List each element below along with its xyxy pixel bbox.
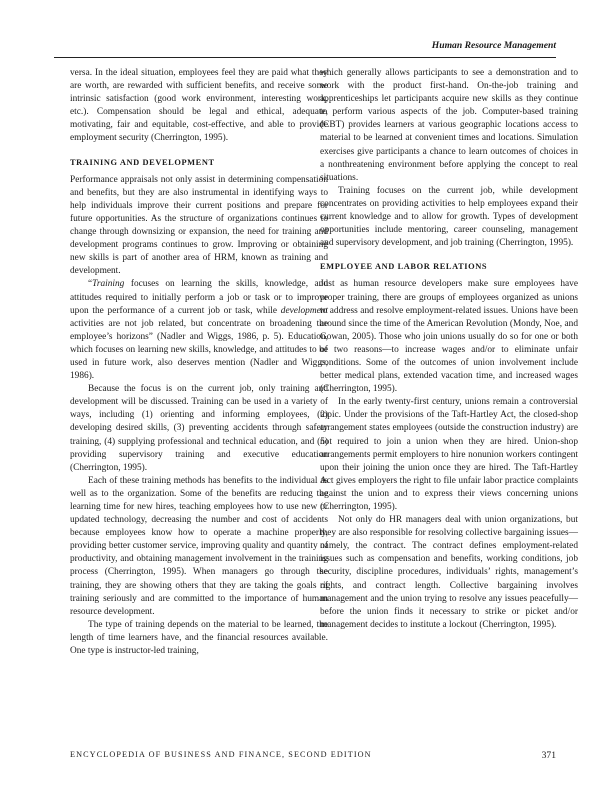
paragraph: The type of training depends on the material to be learned, the length of time learners have, and the financial resources available. One type is instructor-led training, — [70, 619, 328, 657]
left-column — [70, 67, 328, 658]
paragraph: Training focuses on the current job, while development concentrates on providing activities to help employees expand their current knowledge and to allow for growth. Types of development opportunities include mentoring, career counseling, management and supervisory development, and job training (Cherrington, 1995). — [320, 185, 578, 249]
right-column — [320, 67, 578, 632]
section-heading-labor: EMPLOYEE AND LABOR RELATIONS — [320, 262, 488, 272]
publication-title: ENCYCLOPEDIA OF BUSINESS AND FINANCE, SECOND EDITION — [70, 750, 372, 759]
paragraph: Because the focus is on the current job, only training and development will be discussed. Training can be used in a variety of ways, including (1) orienting and informing employees, (2) developing desired skills, (3) preventing accidents through safety training, (4) supplying professional and technical education, and (5) providing supervisory training and executive education (Cherrington, 1995). — [70, 384, 328, 473]
paragraph: Not only do HR managers deal with union organizations, but they are also responsible for resolving collective bargaining issues—namely, the contract. The contract defines employment-related issues such as compensation and benefits, working conditions, job security, discipline procedures, individuals’ rights, management’s rights, and contract length. Collective bargaining involves management and the union trying to resolve any issues peacefully—before the union finds it necessary to strike or picket and/or management decides to institute a lockout (Cherrington, 1995). — [320, 515, 578, 630]
running-head: Human Resource Management — [431, 40, 556, 51]
page-footer — [70, 750, 556, 759]
header-rule — [54, 57, 556, 58]
text-run: focuses on learning the skills, knowledge, and attitudes required to initially perform a job or task or to improve upon the performance of a current job or task, while — [70, 279, 328, 316]
page-number: 371 — [541, 750, 556, 761]
paragraph: Performance appraisals not only assist in determining compensation and benefits, but they are also instrumental in identifying ways to help individuals improve their current positions and prepare for future opportunities. As the structure of organizations continues to change through downsizing or expansion, the need for training and development programs continues to grow. Improving or obtaining new skills is part of another area of HRM, known as training and development. — [70, 174, 328, 277]
paragraph: which generally allows participants to see a demonstration and to work with the product first-hand. On-the-job training and apprenticeships let participants acquire new skills as they continue to perform various aspects of the job. Computer-based training (CBT) provides learners at various geographic locations access to material to be learned at convenient times and locations. Simulation exercises give participants a chance to learn outcomes of choices in a nonthreatening environment before applying the concept to real situations. — [320, 68, 578, 183]
term-training: Training — [92, 279, 125, 290]
paragraph — [70, 278, 328, 383]
open-quote: “ — [88, 279, 93, 290]
paragraph: versa. In the ideal situation, employees feel they are paid what they are worth, are rewarded with sufficient benefits, and receive some intrinsic satisfaction (good work environment, interesting work, etc.). Compensation should be legal and ethical, adequate, motivating, fair and equitable, cost-effective, and able to provide employment security (Cherrington, 1995). — [70, 68, 328, 144]
section-heading-training: TRAINING AND DEVELOPMENT — [70, 157, 215, 167]
paragraph: Just as human resource developers make sure employees have proper training, there are groups of employees organized as unions to address and resolve employment-related issues. Unions have been around since the time of the American Revolution (Mondy, Noe, and Gowan, 2005). Those who join unions usually do so for one or both of two reasons—to increase wages and/or to eliminate unfair conditions. Some of the outcomes of union involvement include better medical plans, extended vacation time, and increased wages (Cherrington, 1995). — [320, 279, 578, 395]
paragraph: Each of these training methods has benefits to the individual as well as to the organization. Some of the benefits are reducing the learning time for new hires, teaching employees how to use new or updated technology, decreasing the number and cost of accidents because employees know how to operate a machine properly, providing better customer service, improving quality and quantity of productivity, and obtaining management involvement in the training process (Cherrington, 1995). When managers go through the training, they are showing others that they are taking the goals of training seriously and are committed to the importance of human resource development. — [70, 475, 328, 617]
paragraph: In the early twenty-first century, unions remain a controversial topic. Under the provisions of the Taft-Hartley Act, the closed-shop arrangement states employees (outside the construction industry) are not required to join a union when they are hired. Union-shop arrangements permit employers to hire nonunion workers contingent upon their joining the union once they are hired. The Taft-Hartley Act gives employers the right to file unfair labor practice complaints against the union and to express their views concerning unions (Cherrington, 1995). — [320, 397, 578, 512]
text-run: activities are not job related, but concentrate on broadening the employee’s horizons” (Nadler and Wiggs, 1986, p. 5). Education, which focuses on learning new skills, knowledge, and attitudes to be used in future work, also deserves mention (Nadler and Wiggs, 1986). — [70, 318, 328, 382]
term-development: development — [280, 305, 328, 316]
